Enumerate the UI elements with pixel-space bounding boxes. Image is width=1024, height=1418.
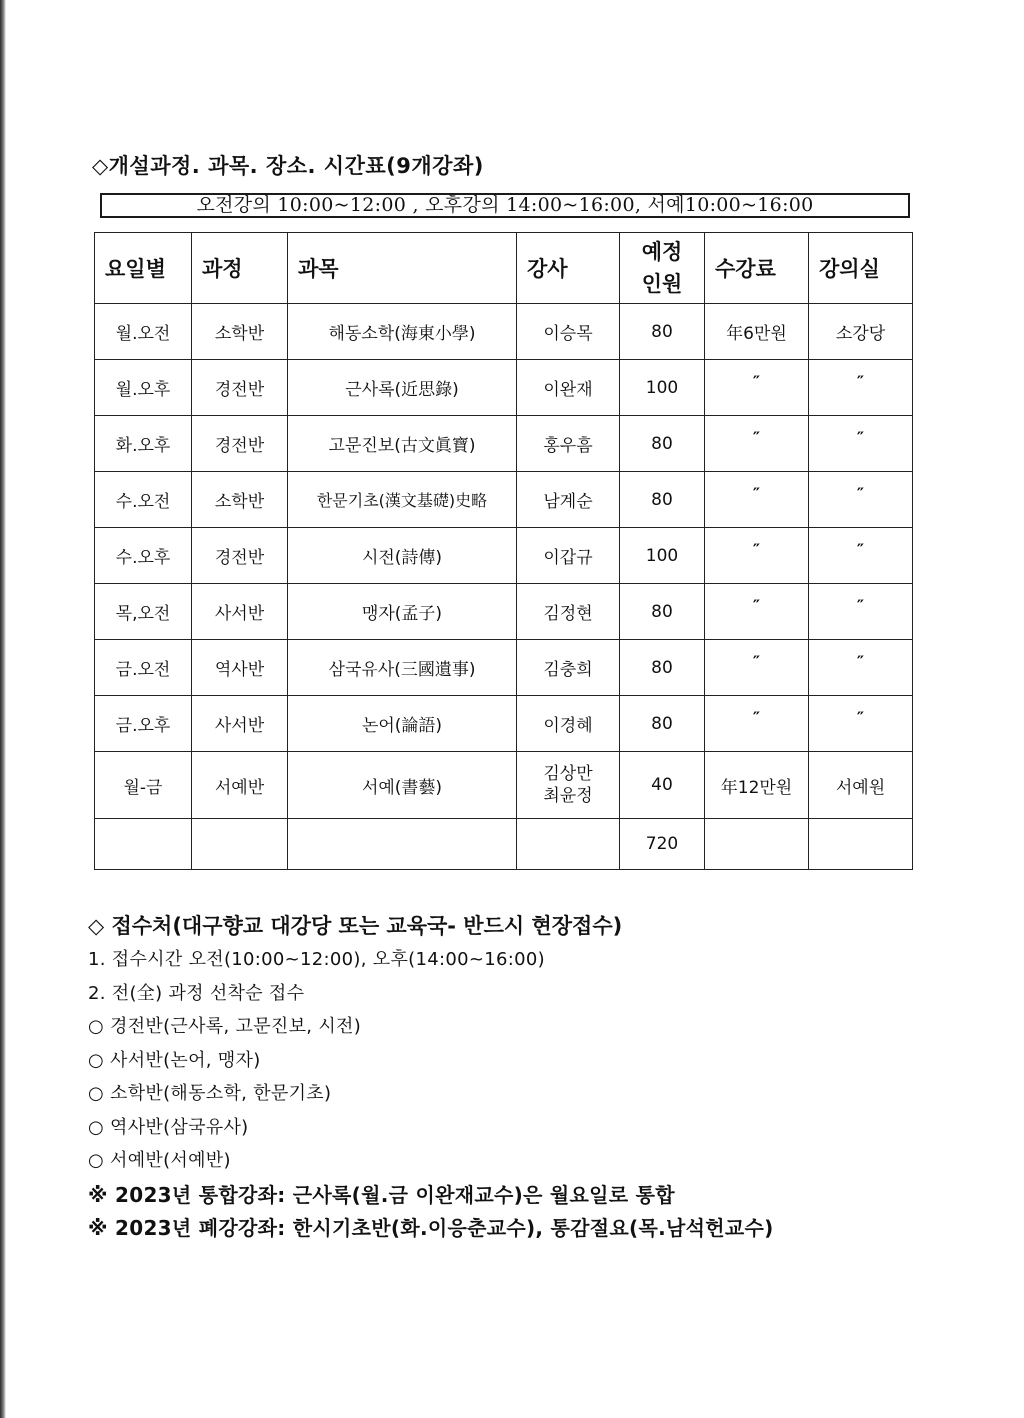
cell-course: 역사반: [192, 640, 288, 696]
ditto-mark: ″: [856, 483, 865, 503]
schedule-section-title: ◇개설과정. 과목. 장소. 시간표(9개강좌): [92, 154, 484, 178]
course-schedule-table: [94, 232, 913, 870]
instructor-name-2: 최윤정: [543, 786, 593, 806]
cell-instructor: 김충희: [517, 640, 620, 696]
lecture-time-box: 오전강의 10:00~12:00 , 오후강의 14:00~16:00, 서예10:00~16:00: [100, 193, 910, 218]
table-row: [95, 360, 913, 416]
cell-empty: [705, 819, 809, 870]
cell-room: [809, 360, 913, 416]
cell-fee: [705, 696, 809, 752]
header-room: 강의실: [809, 233, 913, 304]
header-day: 요일별: [95, 233, 192, 304]
cell-day: 월.오전: [95, 304, 192, 360]
cell-day: 금.오후: [95, 696, 192, 752]
table-row: [95, 584, 913, 640]
cell-empty: [517, 819, 620, 870]
header-capacity: [620, 233, 705, 304]
scan-page-edge: [0, 0, 6, 1418]
ditto-mark: ″: [752, 483, 761, 503]
cell-subject: 시전(詩傳): [288, 528, 517, 584]
cell-subject: 서예(書藝): [288, 752, 517, 819]
cell-instructor: 이갑규: [517, 528, 620, 584]
cell-instructor: 이승목: [517, 304, 620, 360]
ditto-mark: ″: [856, 707, 865, 727]
cell-subject: 맹자(孟子): [288, 584, 517, 640]
table-row: [95, 416, 913, 472]
cell-empty: [288, 819, 517, 870]
cell-subject: 삼국유사(三國遺事): [288, 640, 517, 696]
cell-course: 소학반: [192, 304, 288, 360]
cell-day: 월.오후: [95, 360, 192, 416]
cell-instructor: 이경혜: [517, 696, 620, 752]
instructor-stack: [543, 763, 592, 807]
cell-room: [809, 640, 913, 696]
ditto-mark: ″: [856, 427, 865, 447]
cell-course: 경전반: [192, 416, 288, 472]
cell-day: 목,오전: [95, 584, 192, 640]
table-row: [95, 304, 913, 360]
cell-instructor: 남계순: [517, 472, 620, 528]
cell-course: 경전반: [192, 360, 288, 416]
cell-room: [809, 528, 913, 584]
cell-day: 월-금: [95, 752, 192, 819]
cell-subject: 근사록(近思錄): [288, 360, 517, 416]
ditto-mark: ″: [856, 539, 865, 559]
cell-capacity: 80: [620, 584, 705, 640]
header-instructor: 강사: [517, 233, 620, 304]
cell-fee: [705, 528, 809, 584]
cell-course: 소학반: [192, 472, 288, 528]
cell-fee: 年6만원: [705, 304, 809, 360]
table-row: [95, 472, 913, 528]
ditto-mark: ″: [752, 427, 761, 447]
ditto-mark: ″: [856, 651, 865, 671]
instructor-name: 김상만: [543, 764, 593, 784]
cell-day: 수.오전: [95, 472, 192, 528]
cell-fee: [705, 640, 809, 696]
closed-course-note: ※ 2023년 폐강강좌: 한시기초반(화.이응춘교수), 통감절요(목.남석헌교수): [88, 1216, 774, 1240]
list-item: ○ 사서반(논어, 맹자): [88, 1049, 261, 1071]
cell-fee: [705, 416, 809, 472]
cell-instructor: [517, 752, 620, 819]
header-course: 과정: [192, 233, 288, 304]
ditto-mark: ″: [752, 539, 761, 559]
table-row: [95, 640, 913, 696]
table-header-row: [95, 233, 913, 304]
ditto-mark: ″: [752, 371, 761, 391]
cell-fee: [705, 472, 809, 528]
cell-day: 수.오후: [95, 528, 192, 584]
header-capacity-line1: 예정: [641, 240, 683, 264]
cell-capacity: 80: [620, 696, 705, 752]
list-item: ○ 경전반(근사록, 고문진보, 시전): [88, 1016, 362, 1037]
merged-course-note: ※ 2023년 통합강좌: 근사록(월.금 이완재교수)은 월요일로 통합: [88, 1182, 675, 1207]
list-item: ○ 역사반(삼국유사): [88, 1116, 249, 1138]
cell-capacity: 100: [620, 528, 705, 584]
list-item: 2. 전(全) 과정 선착순 접수: [88, 982, 305, 1004]
cell-subject: 한문기초(漢文基礎)史略: [288, 472, 517, 528]
cell-day: 금.오전: [95, 640, 192, 696]
table-row: [95, 528, 913, 584]
table-total-row: [95, 819, 913, 870]
cell-room: [809, 472, 913, 528]
cell-capacity: 80: [620, 472, 705, 528]
table-row: [95, 696, 913, 752]
cell-subject: 해동소학(海東小學): [288, 304, 517, 360]
table-row: [95, 752, 913, 819]
cell-instructor: 김정현: [517, 584, 620, 640]
header-capacity-line2: 인원: [641, 272, 683, 296]
ditto-mark: ″: [752, 651, 761, 671]
ditto-mark: ″: [856, 371, 865, 391]
cell-day: 화.오후: [95, 416, 192, 472]
list-item: ○ 서예반(서예반): [88, 1150, 231, 1171]
cell-instructor: 이완재: [517, 360, 620, 416]
cell-empty: [809, 819, 913, 870]
cell-capacity: 80: [620, 416, 705, 472]
cell-capacity: 40: [620, 752, 705, 819]
header-subject: 과목: [288, 233, 517, 304]
cell-course: 서예반: [192, 752, 288, 819]
cell-subject: 고문진보(古文眞寶): [288, 416, 517, 472]
cell-course: 사서반: [192, 584, 288, 640]
ditto-mark: ″: [856, 595, 865, 615]
cell-fee: [705, 360, 809, 416]
cell-total-capacity: 720: [620, 819, 705, 870]
ditto-mark: ″: [752, 595, 761, 615]
cell-capacity: 80: [620, 640, 705, 696]
cell-room: [809, 696, 913, 752]
cell-instructor: 홍우흠: [517, 416, 620, 472]
registration-info-list: [88, 945, 948, 1247]
cell-subject: 논어(論語): [288, 696, 517, 752]
header-fee: 수강료: [705, 233, 809, 304]
cell-capacity: 100: [620, 360, 705, 416]
cell-empty: [95, 819, 192, 870]
ditto-mark: ″: [752, 707, 761, 727]
cell-capacity: 80: [620, 304, 705, 360]
cell-room: 소강당: [809, 304, 913, 360]
cell-room: [809, 416, 913, 472]
cell-empty: [192, 819, 288, 870]
cell-room: [809, 584, 913, 640]
registration-section-title: ◇ 접수처(대구향교 대강당 또는 교육국- 반드시 현장접수): [88, 914, 623, 938]
cell-course: 경전반: [192, 528, 288, 584]
cell-fee: [705, 584, 809, 640]
list-item: 1. 접수시간 오전(10:00~12:00), 오후(14:00~16:00): [88, 949, 545, 970]
cell-room: 서예원: [809, 752, 913, 819]
cell-course: 사서반: [192, 696, 288, 752]
cell-fee: 年12만원: [705, 752, 809, 819]
list-item: ○ 소학반(해동소학, 한문기초): [88, 1083, 332, 1104]
